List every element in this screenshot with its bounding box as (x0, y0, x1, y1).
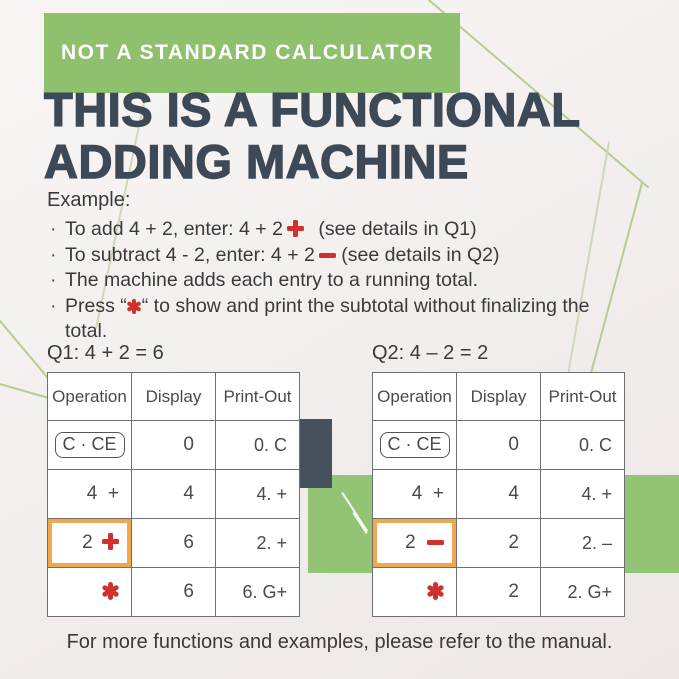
table-row: 6 6. G+ (48, 568, 300, 617)
q2-table (372, 372, 625, 617)
table-row: 4 + 4 4. + (373, 470, 625, 519)
q2-title: Q2: 4 – 2 = 2 (372, 342, 489, 364)
col-operation: Operation (48, 373, 132, 421)
table-row: 4 + 4 4. + (48, 470, 300, 519)
dark-accent-block (299, 419, 332, 488)
asterisk-icon (426, 582, 444, 600)
col-display: Display (457, 373, 541, 421)
q1-header-row (48, 373, 300, 421)
page-title-line2: ADDING MACHINE (44, 135, 469, 188)
page-title-line1: THIS IS A FUNCTIONAL (44, 83, 581, 136)
q1-title: Q1: 4 + 2 = 6 (47, 342, 164, 364)
minus-icon (427, 540, 444, 545)
example-bullet-add: · To add 4 + 2, enter: 4 + 2 (see details in Q1) (47, 217, 592, 243)
minus-icon (319, 253, 336, 258)
bullet-dot: · (50, 269, 57, 291)
top-banner (44, 13, 460, 93)
bullet-dot: · (50, 218, 57, 240)
clear-key: C · CE (380, 432, 450, 458)
asterisk-icon (127, 299, 142, 314)
plus-icon (102, 533, 119, 550)
bullet-dot: · (50, 243, 57, 266)
highlighted-cell: 2 (48, 519, 132, 568)
asterisk-icon (101, 582, 119, 600)
footer-note: For more functions and examples, please refer to the manual. (66, 631, 613, 653)
clear-key: C · CE (55, 432, 125, 458)
decor-line (0, 317, 49, 380)
col-operation: Operation (373, 373, 457, 421)
q2-header-row (373, 373, 625, 421)
table-row: C · CE 0 0. C (373, 421, 625, 470)
q1-table (47, 372, 300, 617)
plus-icon (287, 220, 304, 237)
col-display: Display (132, 373, 216, 421)
highlighted-cell: 2 (373, 519, 457, 568)
col-printout: Print-Out (216, 373, 300, 421)
example-section (47, 189, 592, 345)
example-title: Example: (47, 189, 131, 211)
decor-line (0, 383, 53, 400)
table-row: 2 2. G+ (373, 568, 625, 617)
page-title (44, 84, 581, 188)
bullet-dot: · (50, 294, 57, 317)
banner-label: NOT A STANDARD CALCULATOR (61, 41, 435, 64)
table-row: C · CE 0 0. C (48, 421, 300, 470)
table-row: 2 2 2. – (373, 519, 625, 568)
example-bullet-subtract: · To subtract 4 - 2, enter: 4 + 2 (see details in Q2) (47, 243, 592, 269)
table-row: 2 6 2. + (48, 519, 300, 568)
col-printout: Print-Out (541, 373, 625, 421)
example-bullet-running-total: · The machine adds each entry to a running total. (47, 268, 592, 294)
example-bullet-subtotal: · Press “ “ to show and print the subtotal without finalizing the total. (47, 294, 592, 345)
